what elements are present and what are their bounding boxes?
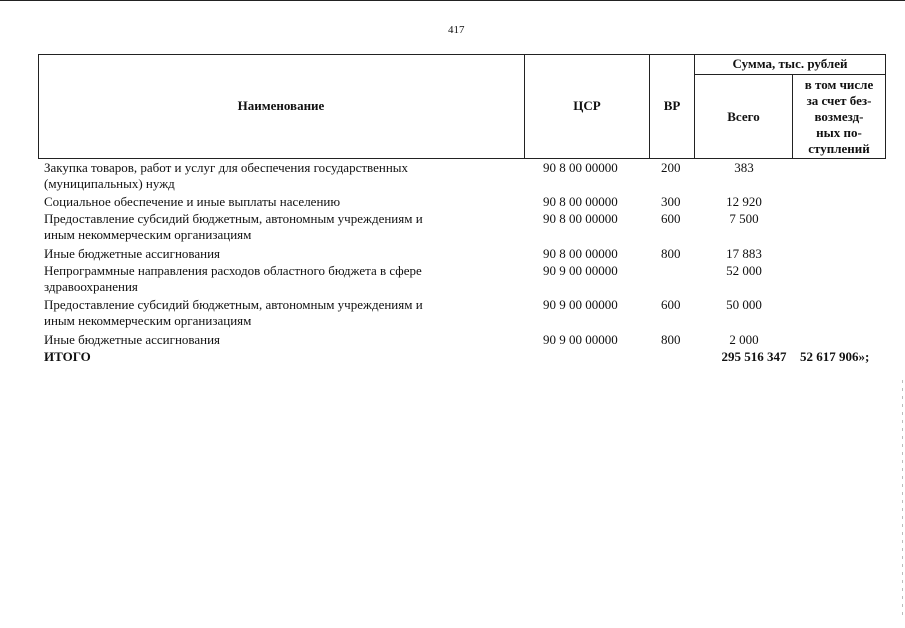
row-total: 17 883 bbox=[726, 246, 762, 261]
scan-edge-mark bbox=[902, 380, 903, 620]
row-name-line: Иные бюджетные ассигнования bbox=[44, 246, 221, 261]
row-vr: 200 bbox=[661, 160, 681, 175]
row-name-line: Социальное обеспечение и иные выплаты населению bbox=[44, 194, 341, 209]
row-csr: 90 8 00 00000 bbox=[543, 194, 618, 209]
row-total: 383 bbox=[734, 160, 754, 175]
row-csr: 90 9 00 00000 bbox=[543, 297, 618, 312]
row-vr: 600 bbox=[661, 297, 681, 312]
row-name-line: здравоохранения bbox=[44, 279, 138, 294]
row-vr: 800 bbox=[661, 332, 681, 347]
row-vr: 600 bbox=[661, 211, 681, 226]
row-total: 2 000 bbox=[729, 332, 759, 347]
row-vr: 800 bbox=[661, 246, 681, 261]
row-name bbox=[44, 246, 514, 262]
row-name bbox=[44, 160, 514, 192]
header-bv-line: возмезд- bbox=[814, 108, 864, 124]
row-name-line: иным некоммерческим организациям bbox=[44, 227, 252, 242]
row-name-line: Иные бюджетные ассигнования bbox=[44, 332, 221, 347]
header-csr: ЦСР bbox=[525, 54, 650, 159]
row-csr: 90 8 00 00000 bbox=[543, 160, 618, 175]
row-name bbox=[44, 263, 514, 295]
row-csr: 90 8 00 00000 bbox=[543, 246, 618, 261]
header-bv-line: за счет без- bbox=[806, 92, 872, 108]
header-bv bbox=[793, 75, 886, 159]
row-total: 52 000 bbox=[726, 263, 762, 278]
row-csr: 90 8 00 00000 bbox=[543, 211, 618, 226]
row-total: 50 000 bbox=[726, 297, 762, 312]
row-name bbox=[44, 194, 514, 210]
header-total: Всего bbox=[695, 75, 793, 159]
header-bv-line: ступлений bbox=[808, 140, 870, 156]
header-name: Наименование bbox=[38, 54, 525, 159]
page-number: 417 bbox=[448, 24, 465, 36]
header-bv-line: ных по- bbox=[816, 124, 862, 140]
row-name-line: (муниципальных) нужд bbox=[44, 176, 175, 191]
total-label: ИТОГО bbox=[44, 349, 91, 364]
row-name bbox=[44, 211, 514, 243]
row-total: 7 500 bbox=[729, 211, 759, 226]
row-name bbox=[44, 297, 514, 329]
row-csr: 90 9 00 00000 bbox=[543, 263, 618, 278]
row-name-line: Предоставление субсидий бюджетным, автономным учреждениям и bbox=[44, 297, 423, 312]
row-total: 12 920 bbox=[726, 194, 762, 209]
top-border-line bbox=[0, 0, 905, 1]
row-name-line: Закупка товаров, работ и услуг для обеспечения государственных bbox=[44, 160, 409, 175]
row-name-line: Непрограммные направления расходов областного бюджета в сфере bbox=[44, 263, 422, 278]
table-header bbox=[38, 54, 886, 159]
grand-total-bv: 52 617 906»; bbox=[800, 349, 870, 364]
row-vr: 300 bbox=[661, 194, 681, 209]
row-csr: 90 9 00 00000 bbox=[543, 332, 618, 347]
header-sum: Сумма, тыс. рублей bbox=[695, 54, 886, 75]
row-name bbox=[44, 332, 514, 348]
grand-total: 295 516 347 bbox=[721, 349, 787, 364]
header-vr: ВР bbox=[650, 54, 695, 159]
row-name-line: Предоставление субсидий бюджетным, автономным учреждениям и bbox=[44, 211, 423, 226]
row-name-line: иным некоммерческим организациям bbox=[44, 313, 252, 328]
header-bv-line: в том числе bbox=[804, 76, 874, 92]
